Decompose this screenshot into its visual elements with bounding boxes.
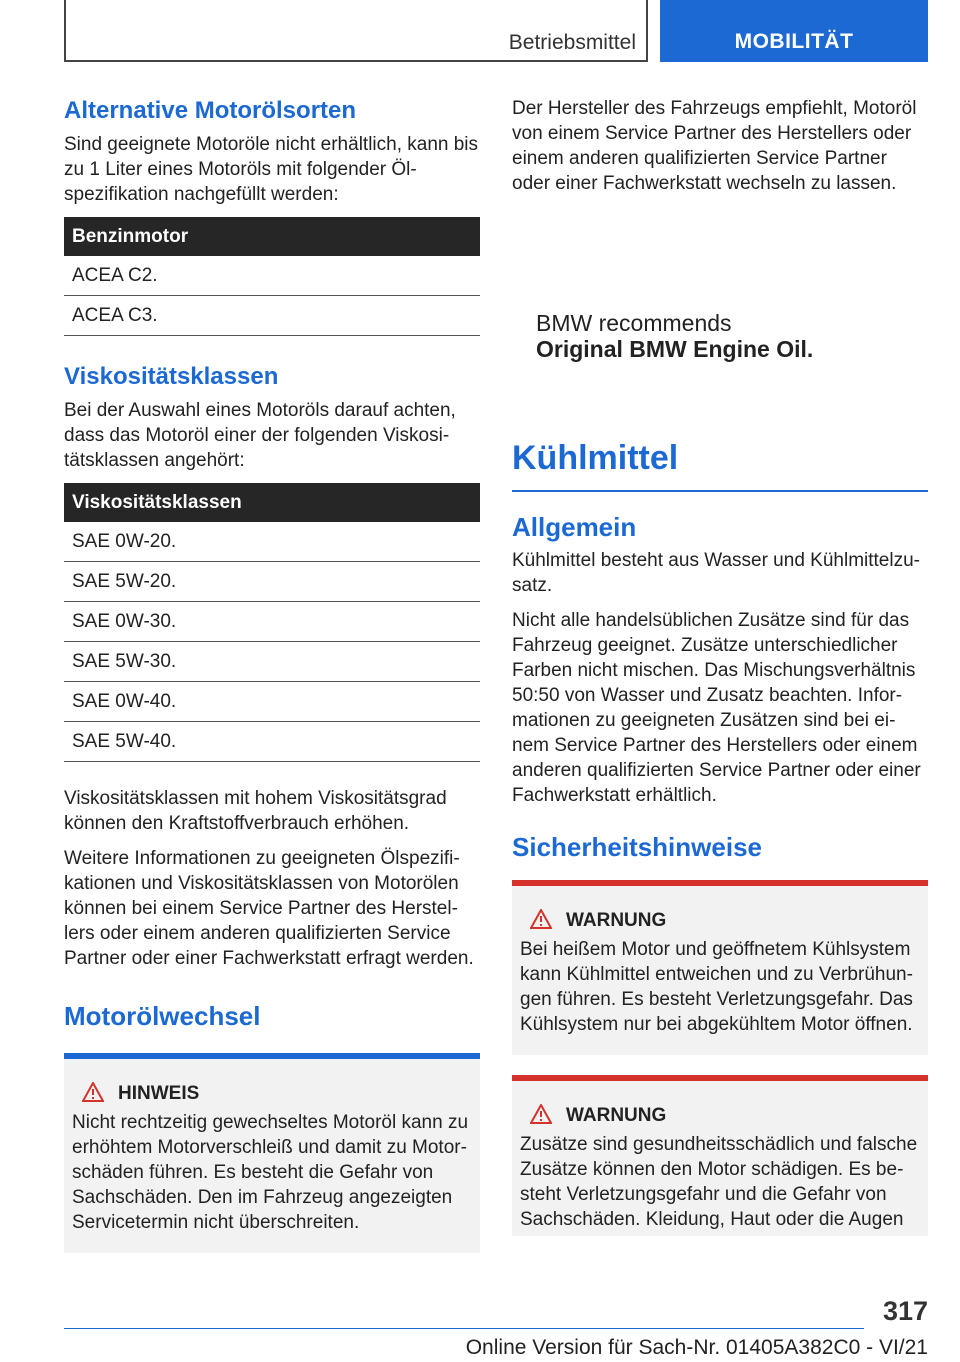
chapter-tab: MOBILITÄT <box>660 0 928 62</box>
general-text-1: Kühlmittel besteht aus Wasser und Kühlmittelzu-satz. <box>512 550 920 596</box>
bmw-oil-banner <box>512 206 928 436</box>
hinweis-title: HINWEIS <box>72 1081 472 1106</box>
right-column <box>512 96 928 1236</box>
general-heading: Allgemein <box>512 512 637 542</box>
footer-divider <box>64 1328 864 1329</box>
table-row: ACEA C2. <box>64 256 480 296</box>
page-header <box>64 0 928 64</box>
warning-box-2 <box>512 1075 928 1236</box>
table-header: Viskositätsklassen <box>64 483 480 522</box>
table-row: SAE 5W-40. <box>64 722 480 762</box>
warning-triangle-icon <box>82 1082 104 1102</box>
table-row: SAE 0W-40. <box>64 682 480 722</box>
warning-title: WARNUNG <box>520 1103 920 1128</box>
coolant-heading: Kühlmittel <box>512 436 928 492</box>
petrol-spec-table <box>64 217 480 336</box>
general-text-2: Nicht alle handelsüblichen Zusätze sind für das Fahrzeug geeignet. Zusätze unterschiedlicher Farben nicht mischen. Das Mischungsverhältnis 50:50 von Wasser und Zusatz beachten. Infor-mationen zu geeigneten Zusätzen sind bei ei-nem Service Partner des Herstellers oder einem anderen qualifizierten Service Partner oder einer Fachwerkstatt erhältlich. <box>512 610 921 806</box>
safety-heading: Sicherheitshinweise <box>512 832 762 862</box>
alt-oil-text: Sind geeignete Motoröle nicht erhältlich, kann bis zu 1 Liter eines Motoröls mit folgender Öl-spezifikation nachgefüllt werden: <box>64 134 479 205</box>
viscosity-text: Bei der Auswahl eines Motoröls darauf achten, dass das Motoröl einer der folgenden Viskosi-tätsklassen angehört: <box>64 400 456 471</box>
table-row: SAE 5W-30. <box>64 642 480 682</box>
warning-triangle-icon <box>530 909 552 929</box>
viscosity-table <box>64 483 480 762</box>
warning-triangle-icon <box>530 1104 552 1124</box>
viscosity-more-info: Weitere Informationen zu geeigneten Ölspezifi-kationen und Viskositätsklassen von Motorölen können bei einem Service Partner des Herstel-lers oder einem anderen qualifizierten Service Partner oder einer Fachwerkstatt erfragt werden. <box>64 848 474 969</box>
table-row: ACEA C3. <box>64 296 480 336</box>
warning-text: Bei heißem Motor und geöffnetem Kühlsystem kann Kühlmittel entweichen und zu Verbrühun-gen führen. Es besteht Verletzungsgefahr. Das Kühlsystem nur bei abgekühltem Motor öffnen. <box>520 939 913 1035</box>
hinweis-text: Nicht rechtzeitig gewechseltes Motoröl kann zu erhöhtem Motorverschleiß und damit zu Motor-schäden führen. Es besteht die Gefahr von Sachschäden. Den im Fahrzeug angezeigten Servicetermin nicht überschreiten. <box>72 1112 469 1233</box>
table-row: SAE 5W-20. <box>64 562 480 602</box>
oil-change-heading: Motorölwechsel <box>64 1001 261 1031</box>
viscosity-heading: Viskositätsklassen <box>64 363 279 390</box>
banner-line-1: BMW recommends <box>536 310 732 336</box>
table-row: SAE 0W-30. <box>64 602 480 642</box>
left-column <box>64 96 480 1253</box>
oil-change-recommendation: Der Hersteller des Fahrzeugs empfiehlt, Motoröl von einem Service Partner des Herstellers oder einem anderen qualifizierten Service Partner oder einer Fachwerkstatt wechseln zu lassen. <box>512 98 917 194</box>
section-title: Betriebsmittel <box>508 30 636 54</box>
table-row: SAE 0W-20. <box>64 522 480 562</box>
page-number: 317 <box>882 1296 928 1326</box>
warning-box-1 <box>512 880 928 1055</box>
alt-oil-heading: Alternative Motorölsorten <box>64 97 357 124</box>
table-header: Benzinmotor <box>64 217 480 256</box>
banner-line-2: Original BMW Engine Oil. <box>536 336 814 362</box>
footer-version: Online Version für Sach-Nr. 01405A382C0 - VI/21 <box>465 1336 928 1359</box>
warning-title: WARNUNG <box>520 908 920 933</box>
warning-text: Zusätze sind gesundheitsschädlich und falsche Zusätze können den Motor schädigen. Es be-steht Verletzungsgefahr und die Gefahr von Sachschäden. Kleidung, Haut oder die Augen <box>520 1134 918 1230</box>
viscosity-note: Viskositätsklassen mit hohem Viskositätsgrad können den Kraftstoffverbrauch erhöhen. <box>64 788 447 834</box>
hinweis-box <box>64 1053 480 1253</box>
